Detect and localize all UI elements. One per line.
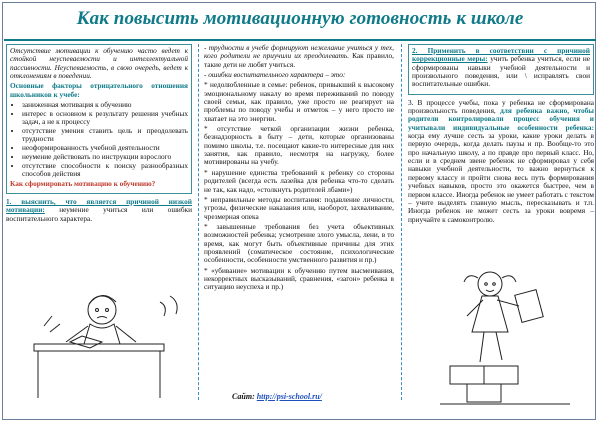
list-item: * неправильные методы воспитания: подавление личности, угрозы, физические наказания или, наоборот, захваливание, чрезмерная опека <box>204 194 394 221</box>
desk-top <box>34 344 164 351</box>
step1-heading: 1. выяснить, что является причиной низкой мотивации: <box>6 197 192 215</box>
list-item: * недолюбленные в семье: ребенок, привыкший к высокому эмоциональному накалу во время переживаний по поводу своей семьи, как правило, уже просто не реагирует на проблемы по поводу учебы и отметок – у него просто не хватает на это энергии. <box>204 80 394 123</box>
step2-heading: 2. Применить в соответствии с причиной коррекционные меры: <box>412 46 590 64</box>
list-item: • неумение действовать по инструкции взрослого <box>22 153 188 161</box>
child-at-desk-illustration <box>10 286 190 404</box>
step1-text: неумение учиться или ошибки воспитательного характера. <box>6 205 193 223</box>
hopscotch-square <box>450 366 484 384</box>
pencil <box>44 316 60 332</box>
column-left <box>6 44 192 225</box>
step2-box <box>408 44 594 95</box>
list-item: * завышенные требования без учета объективных возможностей ребенка; усмотрение злого умысла, лени, в то время, как могут быть объективные причины для этих проявлений (соматическое состояние, психологические особенности, особенности умственного развития и пр.) <box>204 221 394 265</box>
factors-list <box>10 101 188 179</box>
girl-head <box>478 272 502 296</box>
column-right <box>408 44 594 226</box>
column-middle <box>204 44 394 294</box>
step2-text: учить ребенка учиться, если не сформированы навыки учебной деятельности и произвольного поведения, или \ исправлять свои воспитательные ошибки. <box>412 54 591 89</box>
child-eye <box>96 309 99 312</box>
intro-box <box>6 44 192 194</box>
list-item: • отсутствие умения ставить цель и преодолевать трудности <box>22 127 188 144</box>
site-link[interactable]: http://psi-school.ru/ <box>256 392 322 401</box>
list-item: * нарушение единства требований к ребенку со стороны родителей (всегда есть лазейка для ребенка что-то сделать не так, как надо, «столкнуть родителей лбами») <box>204 167 394 194</box>
child-body <box>84 324 120 344</box>
hopscotch-square <box>467 384 501 402</box>
child-mouth <box>97 317 107 319</box>
list-item: * отсутствие четкой организации жизни ребенка, безнадзорность в быту – дети, которые организованы помимо школы, т.е. посещают какие-то интересные для них занятия, как правило, несмотря на нагрузку, более мотивированы на учебу. <box>204 124 394 167</box>
list-item: • отсутствие способности к поиску разнообразных способов действия <box>22 162 188 179</box>
list-item: • заниженная мотивация к обучению <box>22 101 188 109</box>
errors-heading: - ошибки воспитательного характера – это: <box>204 70 346 80</box>
child-eye <box>106 309 109 312</box>
step3-text: когда ему лучше сесть за уроки, какие уроки делать в первую очередь, когда делать паузы и пр. Вообще-то это про начальную школу, а по правде про первый класс. Но, если и в среднем звене ребенок не сформировал у себя навыки учебной деятельности, то важно вернуться к первому классу и пройти снова весь путь формирования учебных навыков, просто это окажется быстрее, чем в первом классе. Иногда ребенок не умеет работать с текстом – учите выделять главную мысль, пересказывать и т.п. Иногда ребенок не может сесть за уроки вовремя – приучайте к самоконтролю. <box>408 131 594 224</box>
list-item: * «убивание» мотивации к обучению путем высмеивания, некорректных высказываний, сравнения, «загон» ребенка в ситуацию неуспеха и пр.) <box>204 265 394 292</box>
column-divider <box>401 44 402 400</box>
difficulties-text: - трудности в учебе формируют нежелание учиться у тех, кого родители не приучили их преодолевать. <box>204 43 394 61</box>
factors-heading: Основные факторы отрицательного отношения школьников к учебе: <box>10 81 188 99</box>
difficulties-note: Как правило, такие дети не любят учиться. <box>204 51 395 69</box>
step3-highlight: для ребенка важно, чтобы родители контролировали процесс обучения и учитывали индивидуальные особенности ребенка: <box>408 106 594 132</box>
question-heading: Как сформировать мотивацию к обучению? <box>10 178 156 188</box>
site-label: Сайт: <box>232 392 255 401</box>
title-underline <box>4 39 596 41</box>
motion-lines <box>160 296 177 316</box>
list-item: • интерес в основном к результату решения учебных задач, а не к процессу <box>22 110 188 127</box>
girl-eye <box>493 283 496 286</box>
girl-legs <box>480 332 502 362</box>
girl-pigtails <box>464 276 516 282</box>
site-footer <box>232 392 322 401</box>
girl-mouth <box>486 290 494 292</box>
girl-eye <box>485 283 488 286</box>
step3-intro: 3. В процессе учебы, пока у ребенка не сформирована произвольность поведения, <box>408 97 594 116</box>
girl-with-bag-illustration <box>430 262 590 412</box>
school-bag <box>515 290 543 323</box>
girl-arms <box>467 300 519 316</box>
list-item: • неоформированность учебной деятельности <box>22 144 188 152</box>
column-divider <box>198 44 199 400</box>
hopscotch-square <box>484 366 518 384</box>
page-title: Как повысить мотивационную готовность к школе <box>76 8 524 29</box>
intro-text: Отсутствие мотивации к обучению часто ведет к стойкой неуспеваемости и интеллектуальной пассивности. Неуспеваемость, в свою очередь, ведет к отклонениям в поведении. <box>10 46 188 81</box>
